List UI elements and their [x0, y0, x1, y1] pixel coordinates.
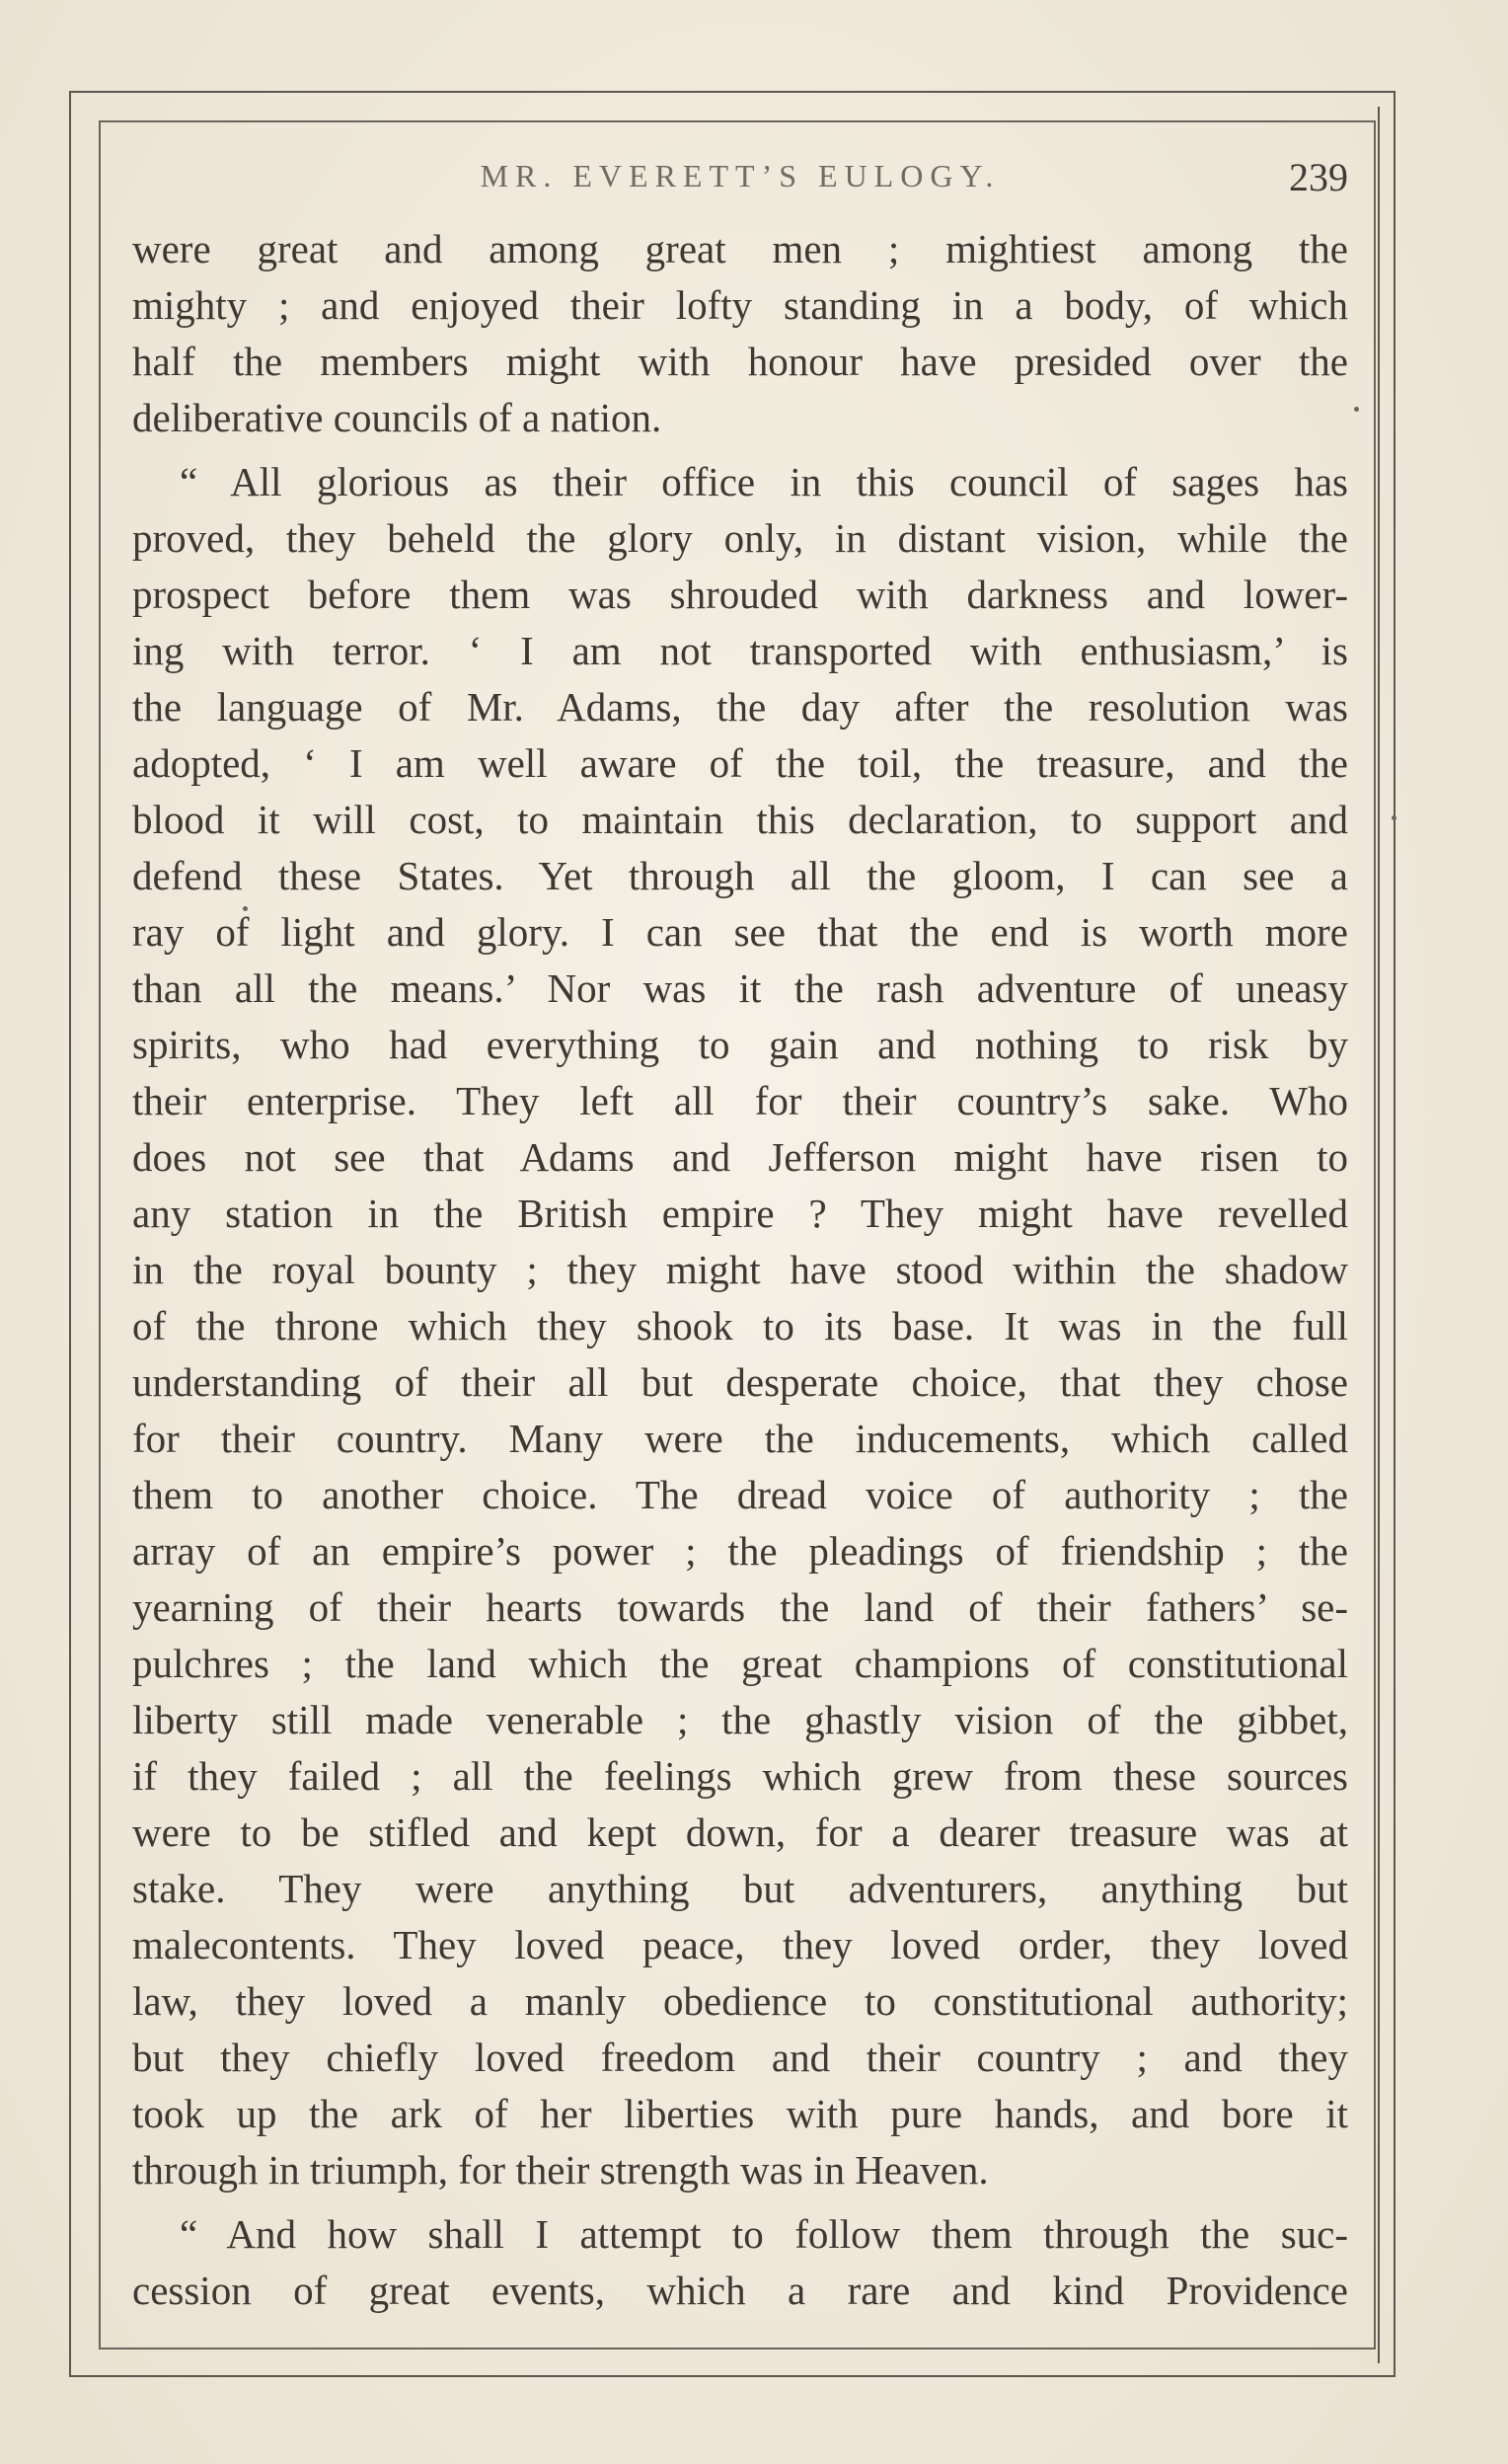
text-line: were to be stifled and kept down, for a dearer treasure was at: [132, 1810, 1348, 1855]
text-line: if they failed ; all the feelings which grew from these sources: [132, 1753, 1348, 1799]
paragraph-1: [132, 221, 1348, 446]
running-title: MR. EVERETT’S EULOGY.: [480, 158, 1001, 193]
text-line: law, they loved a manly obedience to constitutional authority;: [132, 1978, 1348, 2024]
text-line: ing with terror. ‘ I am not transported with enthusiasm,’ is: [132, 628, 1348, 673]
text-line: than all the means.’ Nor was it the rash adventure of uneasy: [132, 965, 1348, 1011]
text-line: half the members might with honour have presided over the: [132, 339, 1348, 384]
text-line: through in triumph, for their strength was in Heaven.: [132, 2147, 989, 2193]
text-line: “ All glorious as their office in this council of sages has: [180, 459, 1348, 504]
text-line: liberty still made venerable ; the ghastly vision of the gibbet,: [132, 1697, 1348, 1742]
text-line: malecontents. They loved peace, they loved order, they loved: [132, 1922, 1348, 1967]
text-line: defend these States. Yet through all the gloom, I can see a: [132, 853, 1348, 898]
text-line: does not see that Adams and Jefferson might have risen to: [132, 1134, 1348, 1180]
text-line: proved, they beheld the glory only, in distant vision, while the: [132, 515, 1348, 561]
ink-speck: [1354, 407, 1359, 412]
text-line: for their country. Many were the inducements, which called: [132, 1416, 1348, 1461]
text-line: but they chiefly loved freedom and their country ; and they: [132, 2035, 1348, 2080]
text-line: stake. They were anything but adventurers, anything but: [132, 1866, 1348, 1911]
text-line: adopted, ‘ I am well aware of the toil, the treasure, and the: [132, 740, 1348, 786]
text-line: pulchres ; the land which the great champions of constitutional: [132, 1641, 1348, 1686]
text-line: any station in the British empire ? They might have revelled: [132, 1191, 1348, 1236]
body-text: [132, 221, 1348, 2319]
text-line: them to another choice. The dread voice of authority ; the: [132, 1472, 1348, 1517]
text-line: cession of great events, which a rare and kind Providence: [132, 2268, 1348, 2313]
text-line: array of an empire’s power ; the pleadings of friendship ; the: [132, 1528, 1348, 1574]
text-line: of the throne which they shook to its base. It was in the full: [132, 1303, 1348, 1348]
text-line: “ And how shall I attempt to follow them through the suc-: [180, 2211, 1348, 2257]
text-line: spirits, who had everything to gain and nothing to risk by: [132, 1022, 1348, 1067]
text-line: mighty ; and enjoyed their lofty standing in a body, of which: [132, 282, 1348, 328]
text-line: took up the ark of her liberties with pure hands, and bore it: [132, 2091, 1348, 2136]
text-line: their enterprise. They left all for their country’s sake. Who: [132, 1078, 1348, 1123]
text-line: ray of light and glory. I can see that the end is worth more: [132, 909, 1348, 955]
text-line: yearning of their hearts towards the land of their fathers’ se-: [132, 1584, 1348, 1630]
text-line: deliberative councils of a nation.: [132, 395, 662, 440]
text-line: were great and among great men ; mightiest among the: [132, 226, 1348, 271]
paragraph-2: [132, 454, 1348, 2198]
text-line: prospect before them was shrouded with darkness and lower-: [132, 572, 1348, 617]
running-header: [132, 155, 1348, 201]
paragraph-3: [132, 2206, 1348, 2319]
right-border-rule: [1378, 107, 1380, 2363]
text-line: blood it will cost, to maintain this declaration, to support and: [132, 797, 1348, 842]
page-number: 239: [1289, 155, 1348, 199]
ink-speck: [1392, 815, 1396, 820]
text-line: in the royal bounty ; they might have stood within the shadow: [132, 1247, 1348, 1292]
text-line: the language of Mr. Adams, the day after the resolution was: [132, 684, 1348, 730]
text-line: understanding of their all but desperate choice, that they chose: [132, 1359, 1348, 1405]
